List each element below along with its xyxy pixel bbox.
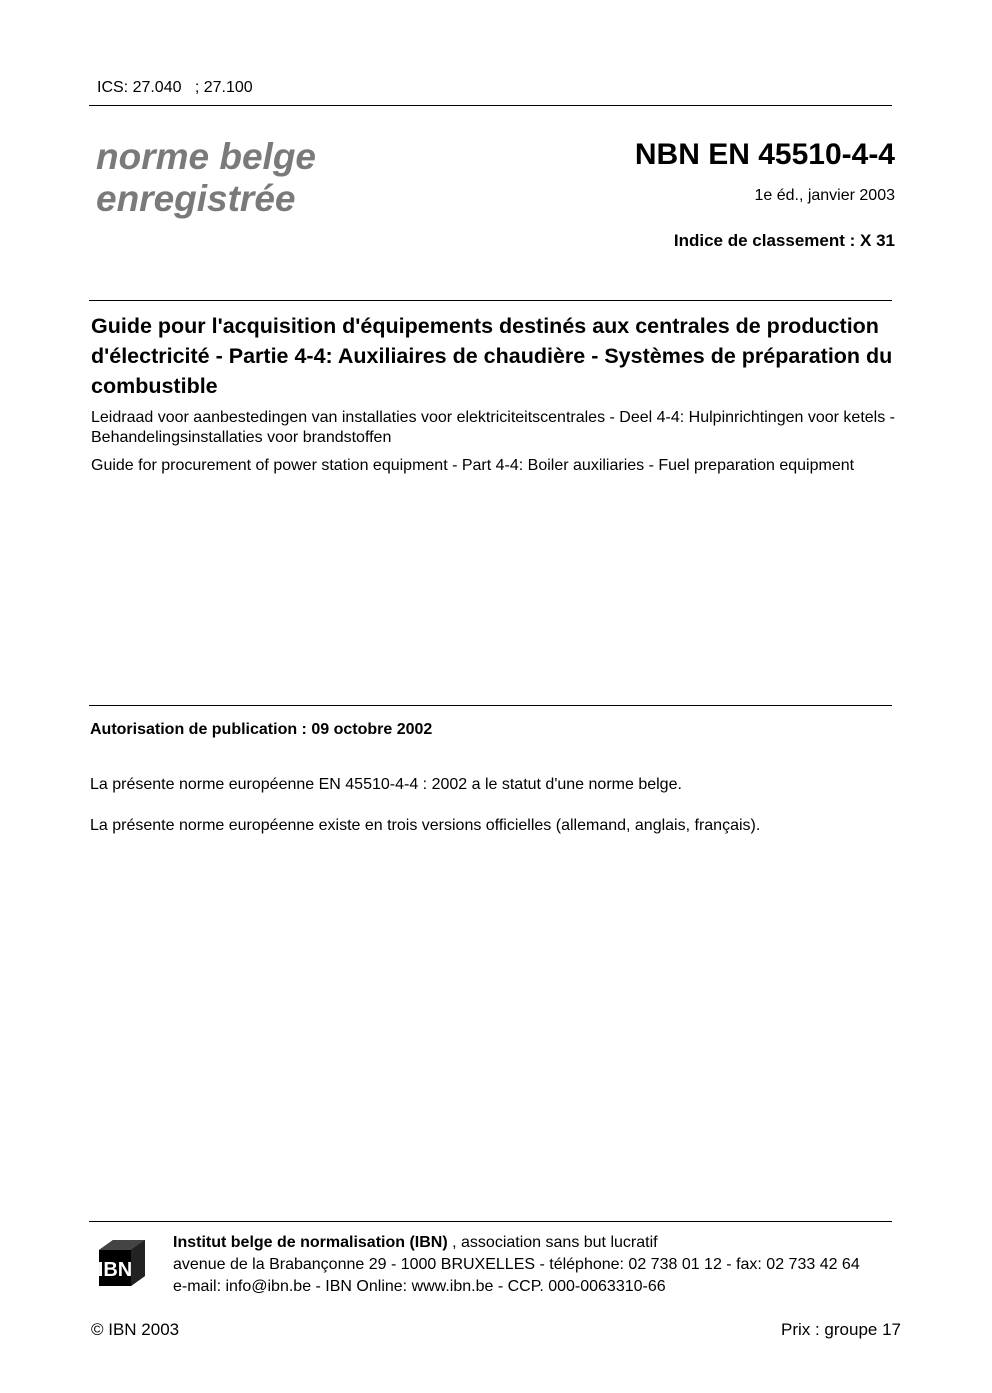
institute-status: , association sans but lucratif (447, 1234, 658, 1251)
standard-number: NBN EN 45510-4-4 (634, 138, 895, 171)
classification-index: Indice de classement : X 31 (673, 231, 895, 250)
footer-divider (89, 1221, 892, 1222)
ics-codes: ICS: 27.040 ; 27.100 (97, 79, 253, 96)
institute-contact: e-mail: info@ibn.be - IBN Online: www.ibn.be - CCP. 000-0063310-66 (173, 1278, 666, 1295)
title-divider (89, 300, 892, 301)
edition-date: 1e éd., janvier 2003 (754, 187, 895, 204)
institute-address: avenue de la Brabançonne 29 - 1000 BRUXELLES - téléphone: 02 738 01 12 - fax: 02 733 42 64 (173, 1256, 860, 1273)
institute-block (173, 1232, 860, 1298)
publication-authorization: Autorisation de publication : 09 octobre 2002 (90, 721, 433, 738)
status-statement: La présente norme européenne EN 45510-4-4 : 2002 a le statut d'une norme belge. (90, 776, 682, 793)
institute-name: Institut belge de normalisation (IBN) (173, 1234, 448, 1251)
versions-statement: La présente norme européenne existe en trois versions officielles (allemand, anglais, français). (90, 817, 761, 834)
copyright: © IBN 2003 (91, 1320, 180, 1339)
brand-line-1: norme belge (96, 136, 316, 177)
title-english: Guide for procurement of power station equipment - Part 4-4: Boiler auxiliaries - Fuel preparation equipment (91, 457, 855, 474)
price-group: Prix : groupe 17 (780, 1320, 901, 1339)
institute-name-line (173, 1232, 860, 1254)
title-dutch: Leidraad voor aanbestedingen van installaties voor elektriciteitscentrales - Deel 4-4: Hulpinrichtingen voor ketels - Behandelingsinstallaties voor brandstoffen (91, 409, 895, 446)
brand-title (96, 136, 316, 220)
top-divider (89, 105, 892, 106)
ibn-logo-icon (95, 1236, 149, 1290)
title-french: Guide pour l'acquisition d'équipements destinés aux centrales de production d'électricité - Partie 4-4: Auxiliaires de chaudière - Systèmes de préparation du combustible (91, 314, 893, 398)
publication-divider (89, 705, 892, 706)
brand-line-2: enregistrée (96, 178, 296, 219)
ibn-logo-text: IBN (97, 1259, 133, 1281)
